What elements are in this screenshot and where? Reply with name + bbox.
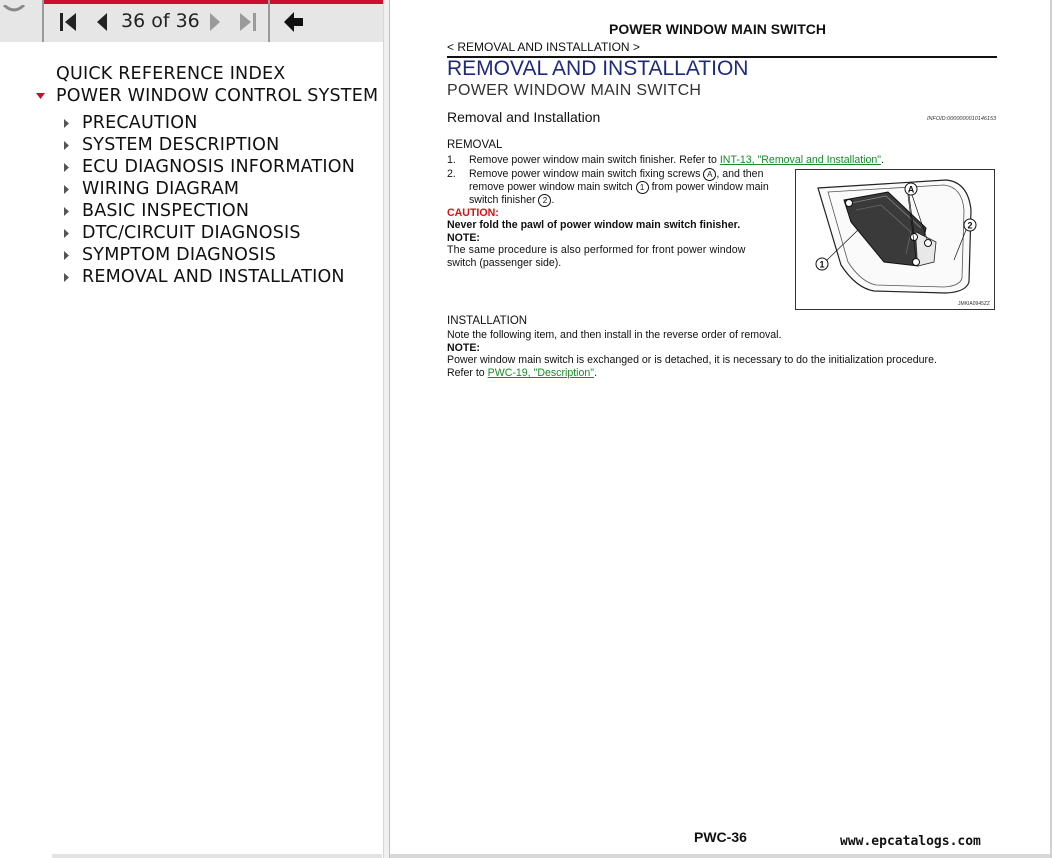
page-counter: 36 of 36: [121, 10, 200, 32]
removal-heading: REMOVAL: [447, 139, 503, 151]
page-number: PWC-36: [694, 829, 747, 845]
watermark-text: www.epcatalogs.com: [840, 834, 981, 849]
next-page-button[interactable]: [202, 8, 228, 36]
installation-refer: Refer to PWC-19, "Description".: [447, 367, 598, 379]
horizontal-scrollbar[interactable]: [52, 854, 382, 858]
nav-item-basic-inspection[interactable]: BASIC INSPECTION: [82, 201, 250, 221]
breadcrumb: < REMOVAL AND INSTALLATION >: [447, 40, 640, 54]
caution-text: Never fold the pawl of power window main switch finisher.: [447, 219, 741, 231]
collapsed-caret-icon[interactable]: [63, 163, 70, 173]
last-page-icon: [235, 8, 261, 36]
installation-line-2: Power window main switch is exchanged or is detached, it is necessary to do the initialization procedure.: [447, 354, 937, 366]
nav-item-symptom-diagnosis[interactable]: SYMPTOM DIAGNOSIS: [82, 245, 277, 265]
navigation-pane: [0, 0, 383, 858]
switch-removal-illustration: [795, 169, 995, 310]
info-id: INFOID:0000000010146153: [927, 116, 997, 122]
callout-2-mark: 2: [538, 194, 551, 207]
figure-label-2: 2: [967, 220, 973, 231]
figure-label-a: A: [907, 184, 915, 195]
collapsed-caret-icon[interactable]: [63, 185, 70, 195]
back-icon: [281, 8, 307, 36]
installation-line-1: Note the following item, and then install in the reverse order of removal.: [447, 329, 782, 341]
previous-page-icon: [90, 8, 116, 36]
installation-heading: INSTALLATION: [447, 315, 528, 327]
first-page-button[interactable]: [56, 8, 82, 36]
pane-splitter[interactable]: [383, 0, 390, 858]
step-2-line-3: switch finisher 2 .: [469, 194, 555, 206]
toolbar-accent-bar: [42, 0, 383, 4]
subsection-title: POWER WINDOW MAIN SWITCH: [447, 82, 702, 99]
procedure-heading: Removal and Installation: [447, 109, 601, 125]
nav-item-dtc-circuit-diagnosis[interactable]: DTC/CIRCUIT DIAGNOSIS: [82, 223, 301, 243]
first-page-icon: [56, 8, 82, 36]
section-title: REMOVAL AND INSTALLATION: [447, 57, 749, 80]
collapsed-caret-icon[interactable]: [63, 229, 70, 239]
last-page-button[interactable]: [235, 8, 261, 36]
callout-1-mark: 1: [636, 181, 649, 194]
note-label: NOTE:: [447, 232, 480, 244]
nav-item-wiring-diagram[interactable]: WIRING DIAGRAM: [82, 179, 240, 199]
toolbar-divider: [42, 0, 44, 42]
nav-item-precaution[interactable]: PRECAUTION: [82, 113, 198, 133]
step-number: 2.: [447, 168, 456, 180]
next-page-icon: [202, 8, 228, 36]
step-1-text: Remove power window main switch finisher. Refer to INT-13, "Removal and Installation".: [469, 154, 885, 166]
link-pwc-19[interactable]: PWC-19, "Description": [487, 367, 595, 379]
link-int-13[interactable]: INT-13, "Removal and Installation": [719, 154, 882, 166]
collapsed-caret-icon[interactable]: [63, 207, 70, 217]
app-logo: [0, 0, 28, 8]
note-line-1: The same procedure is also performed for front power window: [447, 244, 746, 256]
back-button[interactable]: [281, 8, 307, 36]
installation-note-label: NOTE:: [447, 342, 480, 354]
note-line-2: switch (passenger side).: [447, 257, 562, 269]
figure-label-1: 1: [819, 259, 825, 270]
nav-item-system-description[interactable]: SYSTEM DESCRIPTION: [82, 135, 280, 155]
figure-code: JMKIA0945ZZ: [958, 301, 990, 307]
previous-page-button[interactable]: [90, 8, 116, 36]
collapsed-caret-icon[interactable]: [63, 119, 70, 129]
caution-label: CAUTION:: [447, 207, 499, 219]
collapsed-caret-icon[interactable]: [63, 251, 70, 261]
expanded-caret-icon[interactable]: [36, 92, 46, 100]
callout-a-mark: A: [703, 168, 716, 181]
collapsed-caret-icon[interactable]: [63, 273, 70, 283]
horizontal-scrollbar[interactable]: [390, 854, 1052, 858]
page-header-title: POWER WINDOW MAIN SWITCH: [609, 21, 826, 37]
nav-item-ecu-diagnosis-information[interactable]: ECU DIAGNOSIS INFORMATION: [82, 157, 355, 177]
nav-item-removal-and-installation[interactable]: REMOVAL AND INSTALLATION: [82, 267, 345, 287]
collapsed-caret-icon[interactable]: [63, 141, 70, 151]
step-2-line-2: remove power window main switch 1 from power window main: [469, 181, 769, 193]
step-number: 1.: [447, 154, 456, 166]
step-2-line-1: Remove power window main switch fixing screws A , and then: [469, 168, 764, 180]
toolbar-divider: [268, 0, 270, 42]
switch-finisher-drawing: [796, 170, 994, 309]
nav-item-quick-reference-index[interactable]: QUICK REFERENCE INDEX: [56, 64, 286, 84]
document-page: [390, 0, 1052, 858]
page-toolbar: [0, 0, 383, 42]
nav-item-power-window-control-system[interactable]: POWER WINDOW CONTROL SYSTEM: [56, 86, 379, 106]
